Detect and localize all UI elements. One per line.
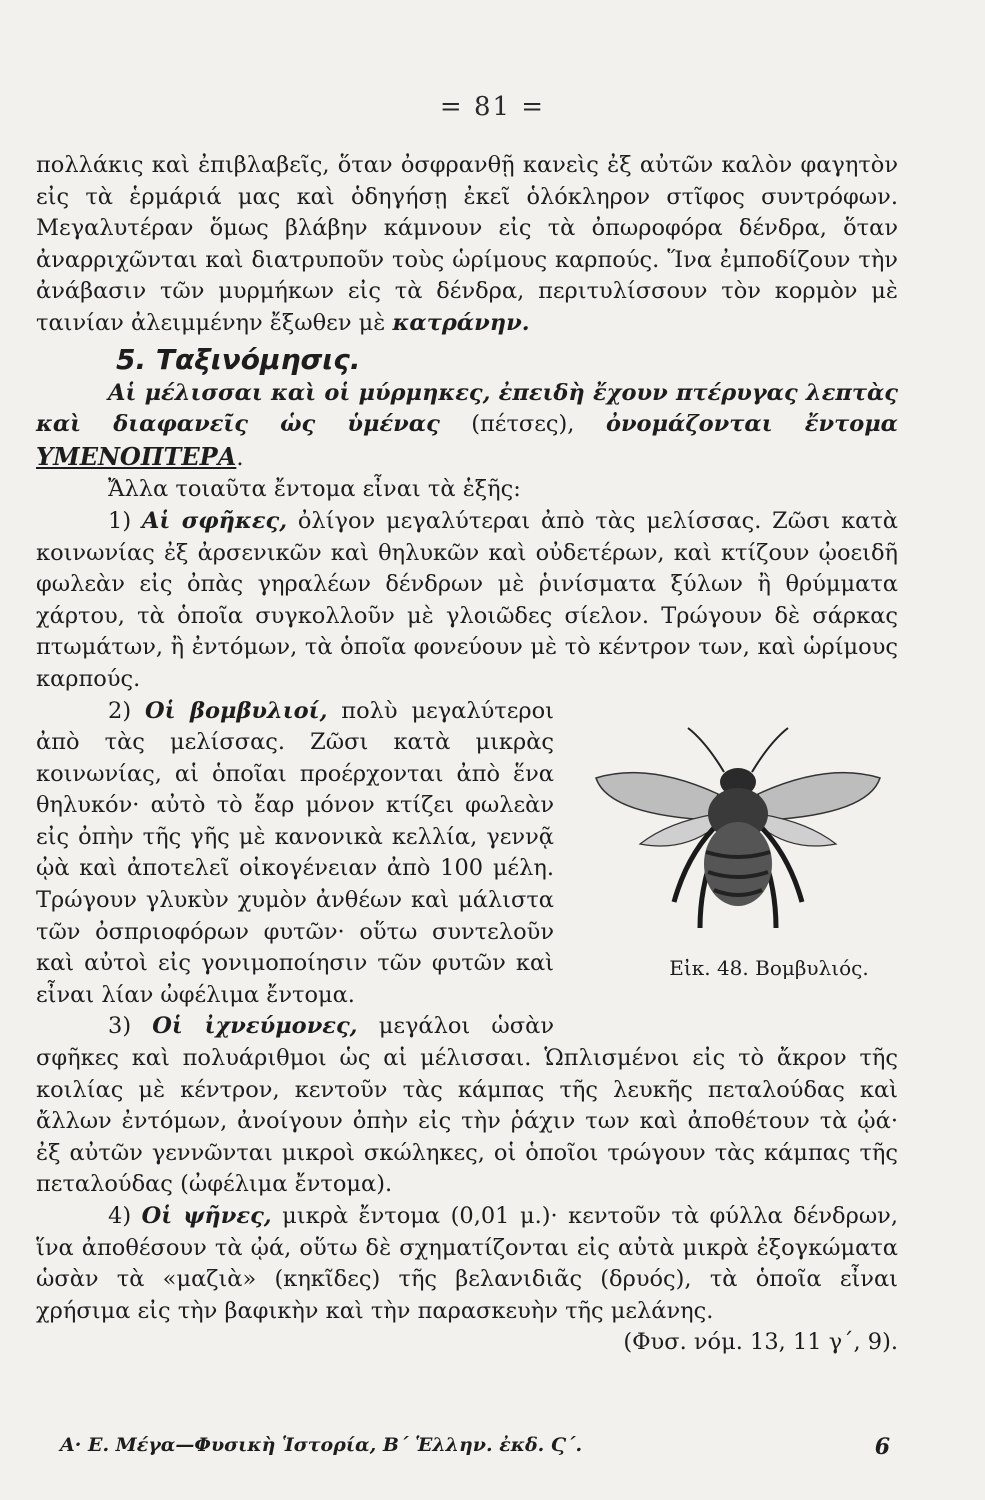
paragraph-2	[36, 378, 898, 475]
figure-caption: Εἰκ. 48. Βομβυλιός.	[669, 955, 869, 980]
paragraph-2-mid: (πέτσες),	[439, 411, 606, 438]
paragraph-1-text: πολλάκις καὶ ἐπιβλαβεῖς, ὅταν ὀσφρανθῇ κανεὶς ἐξ αὐτῶν καλὸν φαγητὸν εἰς τὰ ἑρμάριά μας καὶ ὁδηγήσῃ ἐκεῖ ὁλόκληρον στῖφος συντρόφων. Μεγαλυτέραν ὅμως βλάβην κάμνουν εἰς τὰ ὀπωροφόρα δένδρα, ὅταν ἀναρριχῶνται καὶ διατρυποῦν τοὺς ὡρίμους καρπούς. Ἵνα ἐμποδίζουν τὴν ἀνάβασιν τῶν μυρμήκων εἰς τὰ δένδρα, περιτυλίσσουν τὸν κορμὸν μὲ ταινίαν ἀλειμμένην ἔξωθεν μὲ	[36, 152, 898, 336]
bumblebee-figure	[568, 702, 898, 1032]
item-4-text: μικρὰ ἔντομα (0,01 μ.)· κεντοῦν τὰ φύλλα δένδρων, ἵνα ἀποθέσουν τὰ ᾠά, οὕτω δὲ σχηματίζονται εἰς αὐτὰ μικρὰ ἐξογκώματα ὡσὰν τὰ «μαζιὰ» (κηκῖδες) τῆς βελανιδιᾶς (δρυός), τὰ ὁποῖα εἶναι χρήσιμα εἰς τὴν βαφικὴν καὶ τὴν παρασκευὴν τῆς μελάνης.	[36, 1203, 899, 1324]
item-3	[36, 1011, 898, 1201]
item-2-number: 2)	[108, 697, 145, 724]
paragraph-3: Ἄλλα τοιαῦτα ἔντομα εἶναι τὰ ἑξῆς:	[108, 476, 521, 503]
paragraph-2-end: .	[236, 444, 244, 471]
item-3-text: μεγάλοι ὡσὰν σφῆκες καὶ πολυάριθμοι ὡς αἱ μέλισσαι. Ὡπλισμένοι εἰς τὸ ἄκρον τῆς κοιλίας μὲ κέντρον, κεντοῦν τὰς κάμπας τῆς λευκῆς πεταλούδας καὶ ἄλλων ἐντόμων, ἀνοίγουν ὀπὴν εἰς τὴν ῥάχιν των καὶ ἀποθέτουν τὰ ᾠά· ἐξ αὐτῶν γεννῶνται μικροὶ σκώληκες, οἱ ὁποῖοι τρώγουν τὰς κάμπας τῆς πεταλούδας (ὠφέλιμα ἔντομα).	[36, 1013, 898, 1198]
item-1-text: ὀλίγον μεγαλύτεραι ἀπὸ τὰς μελίσσας. Ζῶσι κατὰ κοινωνίας ἐξ ἀρσενικῶν καὶ θηλυκῶν καὶ οὐδετέρων, καὶ κτίζουν ᾠοειδῆ φωλεὰν εἰς ὀπὰς γηραλέων δένδρων μὲ ῥινίσματα ξύλων ἢ θρύμματα χάρτου, τὰ ὁποῖα συγκολλοῦν μὲ γλοιῶδες σίελον. Τρώγουν δὲ σάρκας πτωμάτων, ἢ ἐντόμων, τὰ ὁποῖα φονεύουν μὲ τὸ κέντρον των, καὶ ὡρίμους καρπούς.	[36, 507, 898, 692]
sheet-number: 6	[874, 1434, 890, 1460]
paragraph-2-bold-2: ὀνομάζονται ἔντομα	[605, 411, 898, 438]
item-2	[36, 696, 898, 1012]
reference: (Φυσ. νόμ. 13, 11 γ΄, 9).	[623, 1329, 898, 1356]
page-number: = 81 =	[439, 92, 546, 122]
footer	[60, 1434, 890, 1460]
item-1	[36, 506, 898, 696]
footer-text: Α· Ε. Μέγα—Φυσικὴ Ἱστορία, Β΄ Ἑλλην. ἐκδ. Ϛ΄.	[60, 1434, 583, 1456]
item-4-number: 4)	[108, 1203, 142, 1229]
item-2-text: πολὺ μεγαλύτεροι ἀπὸ τὰς μελίσσας. Ζῶσι κατὰ μικρὰς κοινωνίας, αἱ ὁποῖαι προέρχονται ἀπὸ ἕνα θηλυκόν· αὐτὸ τὸ ἔαρ μόνον κτίζει φωλεὰν εἰς ὀπὴν τῆς γῆς μὲ κανονικὰ κελλία, γεννᾷ ᾠὰ καὶ ἀποτελεῖ οἰκογένειαν ἀπὸ 100 μέλη. Τρώγουν γλυκὺν χυμὸν ἀνθέων καὶ μάλιστα τῶν ὀσπριοφόρων φυτῶν· οὕτω συντελοῦν καὶ αὐτοὶ εἰς γονιμοποίησιν τῶν φυτῶν καὶ εἶναι λίαν ὠφέλιμα ἔντομα.	[36, 697, 555, 1008]
item-4	[36, 1201, 898, 1327]
item-1-title: Αἱ σφῆκες,	[141, 507, 288, 534]
section-heading: 5. Ταξινόμησις.	[116, 342, 361, 376]
item-1-number: 1)	[108, 507, 142, 534]
item-2-title: Οἱ βομβυλιοί,	[144, 697, 328, 724]
paragraph-1	[36, 150, 898, 340]
item-3-title: Οἱ ἰχνεύμονες,	[152, 1013, 358, 1040]
paragraph-1-bold: κατράνην.	[392, 309, 530, 336]
body-text	[36, 150, 898, 1359]
item-3-number: 3)	[108, 1013, 153, 1040]
item-4-title: Οἱ ψῆνες,	[141, 1203, 272, 1229]
paragraph-2-bold: Αἱ μέλισσαι καὶ οἱ μύρμηκες, ἐπειδὴ ἔχουν πτέρυγας λεπτὰς καὶ διαφανεῖς ὡς ὑμένας	[36, 379, 898, 438]
hymenoptera-term: ΥΜΕΝΟΠΤΕΡΑ	[36, 441, 237, 471]
bumblebee-icon	[588, 702, 888, 942]
